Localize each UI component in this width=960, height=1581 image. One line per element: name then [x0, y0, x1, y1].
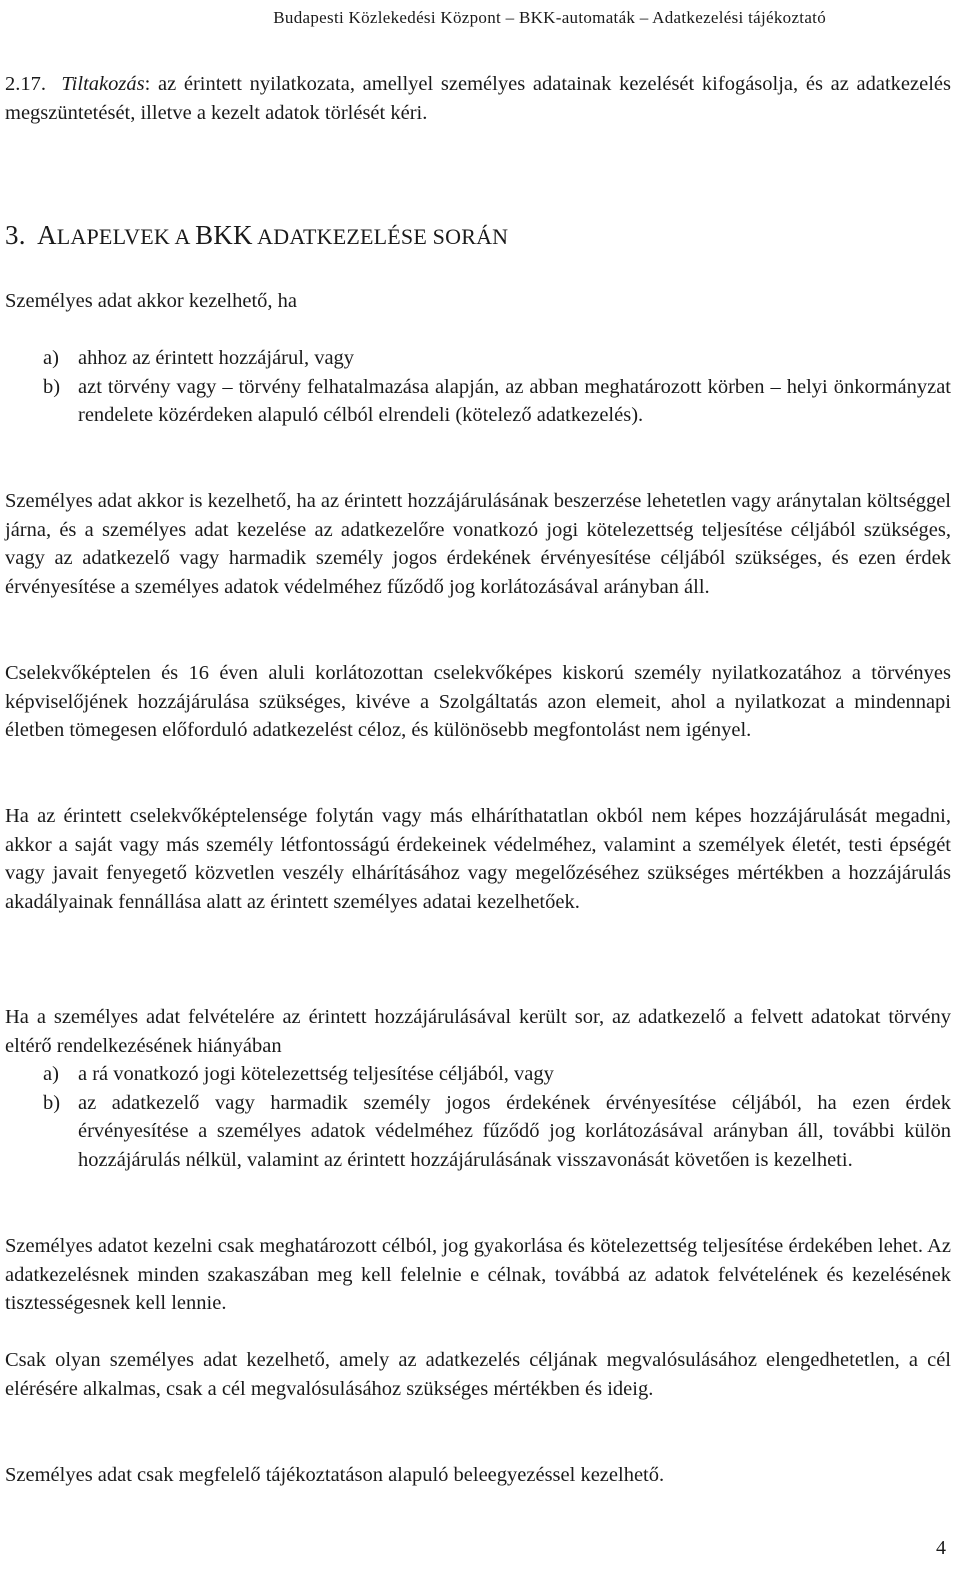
page-number: 4: [936, 1537, 946, 1559]
definition-text: : az érintett nyilatkozata, amellyel személyes adatainak kezelését kifogásolja, és az adatkezelés megszüntetését, illetve a kezelt adatok törlését kéri.: [5, 73, 951, 124]
intro-sentence: Személyes adat akkor kezelhető, ha: [5, 290, 297, 312]
list-item: b) azt törvény vagy – törvény felhatalmazása alapján, az abban meghatározott körben – helyi önkormányzat rendelete közérdeken alapuló célból elrendeli (kötelező adatkezelés).: [43, 375, 951, 427]
paragraph: Csak olyan személyes adat kezelhető, amely az adatkezelés céljának megvalósulásához elengedhetetlen, a cél elérésére alkalmas, csak a cél megvalósulásához szükséges mértékben és ideig.: [5, 1349, 951, 1400]
consent-conditions-list: [43, 344, 951, 430]
processing-list: [43, 1060, 951, 1174]
paragraph: Személyes adatot kezelni csak meghatározott célból, jog gyakorlása és kötelezettség teljesítése érdekében lehet. Az adatkezelésnek minden szakaszában meg kell felelnie e célnak, továbbá az adatok felvételének és kezelésének tisztességesnek kell lennie.: [5, 1235, 951, 1315]
definition-2-17: [5, 70, 951, 127]
paragraph: Ha a személyes adat felvételére az érintett hozzájárulásával került sor, az adatkezelő a felvett adatokat törvény eltérő rendelkezésének hiányában: [5, 1006, 951, 1057]
paragraph: Személyes adat csak megfelelő tájékoztatáson alapuló beleegyezéssel kezelhető.: [5, 1464, 665, 1486]
list-item: a) a rá vonatkozó jogi kötelezettség teljesítése céljából, vagy: [43, 1063, 554, 1085]
definition-term: Tiltakozás: [61, 73, 145, 95]
list-item: a) ahhoz az érintett hozzájárul, vagy: [43, 347, 355, 369]
paragraph: Személyes adat akkor is kezelhető, ha az érintett hozzájárulásának beszerzése lehetetlen vagy aránytalan költséggel járna, és a személyes adat kezelése az adatkezelőre vonatkozó jogi kötelezettség teljesítése céljából szükséges, vagy az adatkezelő vagy harmadik személy jogos érdekének érvényesítése céljából szükséges, és ezen érdek érvényesítése a személyes adatok védelméhez fűződő jog korlátozásával arányban áll.: [5, 490, 951, 598]
list-item: b) az adatkezelő vagy harmadik személy jogos érdekének érvényesítése céljából, ha ezen érdek érvényesítése a személyes adatok védelméhez fűződő jog korlátozásával arányban áll, további külön hozzájárulás nélkül, valamint az érintett hozzájárulásának visszavonását követően is kezelheti.: [43, 1091, 951, 1171]
page-header: Budapesti Közlekedési Központ – BKK-automaták – Adatkezelési tájékoztató: [273, 8, 826, 27]
paragraph: Ha az érintett cselekvőképtelensége folytán vagy más elháríthatatlan okból nem képes hozzájárulását megadni, akkor a saját vagy más személy létfontosságú érdekeinek védelméhez, valamint a személyek életét, testi épségét vagy javait fenyegető közvetlen veszély elhárításához vagy megelőzéséhez szükséges mértékben a hozzájárulás akadályainak fennállása alatt az érintett személyes adatai kezelhetőek.: [5, 805, 951, 913]
section-title: 3. ALAPELVEK A BKK ADATKEZELÉSE SORÁN: [5, 220, 509, 250]
definition-number: 2.17.: [5, 73, 46, 95]
paragraph: Cselekvőképtelen és 16 éven aluli korlátozottan cselekvőképes kiskorú személy nyilatkozatához a törvényes képviselőjének hozzájárulása szükséges, kivéve a Szolgáltatás azon elemeit, ahol a nyilatkozat a mindennapi életben tömegesen előforduló adatkezelést céloz, és különösebb megfontolást nem igényel.: [5, 662, 951, 742]
